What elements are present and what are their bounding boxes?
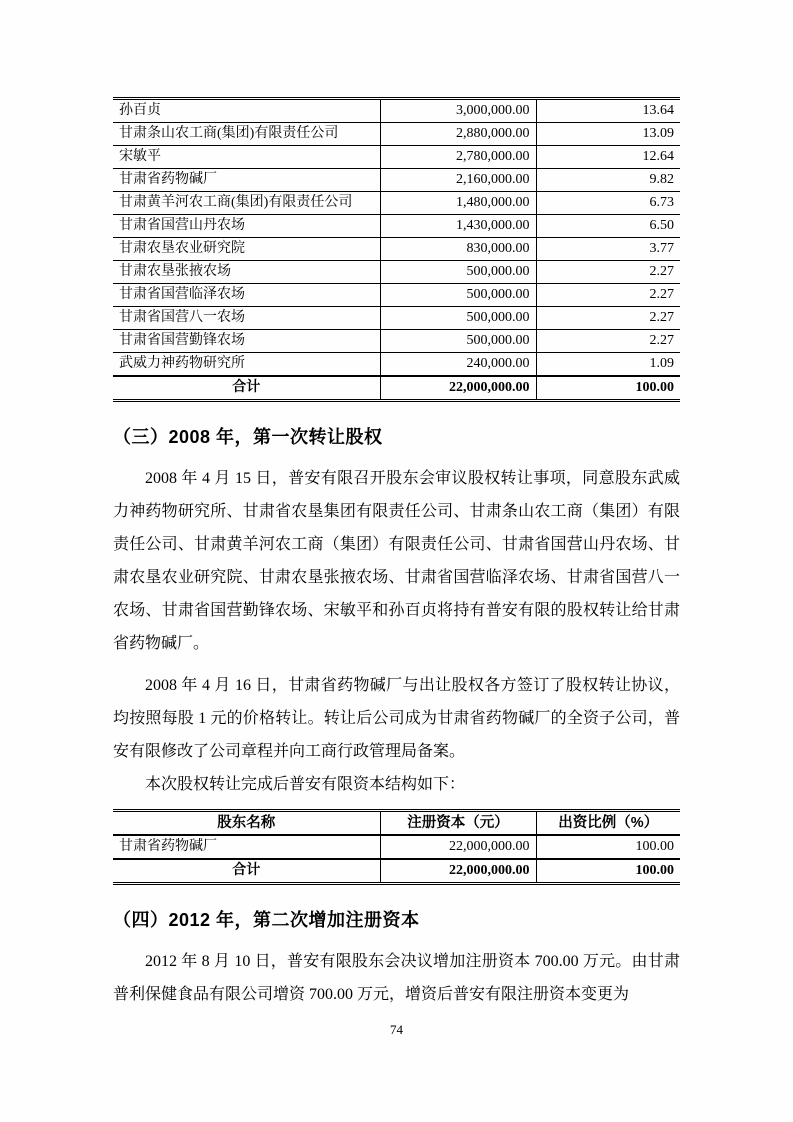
table-cell: 甘肃省国营八一农场 <box>113 307 380 330</box>
table-cell: 甘肃农垦农业研究院 <box>113 238 380 261</box>
table-cell: 甘肃省国营勤锋农场 <box>113 330 380 353</box>
table-cell: 100.00 <box>536 835 680 859</box>
table-cell: 9.82 <box>536 169 680 192</box>
table-row <box>113 330 680 353</box>
table-row <box>113 353 680 377</box>
table-cell: 甘肃省药物碱厂 <box>113 169 380 192</box>
table-cell: 1,430,000.00 <box>380 215 536 238</box>
total-percent: 100.00 <box>536 376 680 401</box>
table-row <box>113 238 680 261</box>
table-cell: 宋敏平 <box>113 146 380 169</box>
table-cell: 2.27 <box>536 261 680 284</box>
table-cell: 240,000.00 <box>380 353 536 377</box>
table-row <box>113 169 680 192</box>
table-cell: 1.09 <box>536 353 680 377</box>
table-row <box>113 123 680 146</box>
table-cell: 13.09 <box>536 123 680 146</box>
table-cell: 甘肃条山农工商(集团)有限责任公司 <box>113 123 380 146</box>
paragraph: 本次股权转让完成后普安有限资本结构如下： <box>145 776 466 793</box>
table-cell: 甘肃省药物碱厂 <box>113 835 380 859</box>
shareholder-table-body <box>113 99 680 377</box>
table-cell: 2,780,000.00 <box>380 146 536 169</box>
table-cell: 武威力神药物研究所 <box>113 353 380 377</box>
table-row <box>113 99 680 123</box>
table-cell: 3.77 <box>536 238 680 261</box>
total-label: 合计 <box>113 859 380 884</box>
table-row <box>113 835 680 859</box>
table-cell: 6.73 <box>536 192 680 215</box>
table-cell: 500,000.00 <box>380 284 536 307</box>
table-row <box>113 192 680 215</box>
table-header-row <box>113 811 680 836</box>
section-heading-4: （四）2012 年，第二次增加注册资本 <box>113 910 420 930</box>
table-row <box>113 284 680 307</box>
table-cell: 甘肃省国营山丹农场 <box>113 215 380 238</box>
table-cell: 甘肃农垦张掖农场 <box>113 261 380 284</box>
table-total-row <box>113 859 680 884</box>
total-amount: 22,000,000.00 <box>380 376 536 401</box>
table-cell: 500,000.00 <box>380 330 536 353</box>
capital-table-body <box>113 835 680 859</box>
paragraph: 2012 年 8 月 10 日，普安有限股东会决议增加注册资本 700.00 万元。由甘肃普利保健食品有限公司增资 700.00 万元，增资后普安有限注册资本变更为 <box>113 953 680 1003</box>
table-cell: 2,880,000.00 <box>380 123 536 146</box>
page-number: 74 <box>390 1022 403 1037</box>
table-cell: 2,160,000.00 <box>380 169 536 192</box>
shareholder-table-continued <box>113 97 680 402</box>
table-cell: 2.27 <box>536 330 680 353</box>
section-heading-3: （三）2008 年，第一次转让股权 <box>113 427 383 447</box>
col-header-shareholder: 股东名称 <box>113 811 380 836</box>
col-header-capital: 注册资本（元） <box>380 811 536 836</box>
table-cell: 13.64 <box>536 99 680 123</box>
table-cell: 甘肃黄羊河农工商(集团)有限责任公司 <box>113 192 380 215</box>
table-cell: 1,480,000.00 <box>380 192 536 215</box>
table-cell: 2.27 <box>536 307 680 330</box>
table-row <box>113 307 680 330</box>
total-label: 合计 <box>113 376 380 401</box>
table-total-row <box>113 376 680 401</box>
table-cell: 3,000,000.00 <box>380 99 536 123</box>
table-cell: 500,000.00 <box>380 307 536 330</box>
table-row <box>113 146 680 169</box>
table-cell: 孙百贞 <box>113 99 380 123</box>
table-row <box>113 261 680 284</box>
table-cell: 500,000.00 <box>380 261 536 284</box>
paragraph: 2008 年 4 月 16 日，甘肃省药物碱厂与出让股权各方签订了股权转让协议，均按照每股 1 元的价格转让。转让后公司成为甘肃省药物碱厂的全资子公司，普安有限修改了公司章程并向工商行政管理局备案。 <box>113 677 680 760</box>
table-cell: 6.50 <box>536 215 680 238</box>
table-cell: 2.27 <box>536 284 680 307</box>
capital-structure-table <box>113 809 680 885</box>
table-cell: 22,000,000.00 <box>380 835 536 859</box>
table-cell: 830,000.00 <box>380 238 536 261</box>
table-row <box>113 215 680 238</box>
total-amount: 22,000,000.00 <box>380 859 536 884</box>
col-header-ratio: 出资比例（%） <box>536 811 680 836</box>
table-cell: 12.64 <box>536 146 680 169</box>
total-percent: 100.00 <box>536 859 680 884</box>
table-cell: 甘肃省国营临泽农场 <box>113 284 380 307</box>
paragraph: 2008 年 4 月 15 日，普安有限召开股东会审议股权转让事项，同意股东武威力神药物研究所、甘肃省农垦集团有限责任公司、甘肃条山农工商（集团）有限责任公司、甘肃黄羊河农工商（集团）有限责任公司、甘肃省国营山丹农场、甘肃农垦农业研究院、甘肃农垦张掖农场、甘肃省国营临泽农场、甘肃省国营八一农场、甘肃省国营勤锋农场、宋敏平和孙百贞将持有普安有限的股权转让给甘肃省药物碱厂。 <box>113 470 680 652</box>
